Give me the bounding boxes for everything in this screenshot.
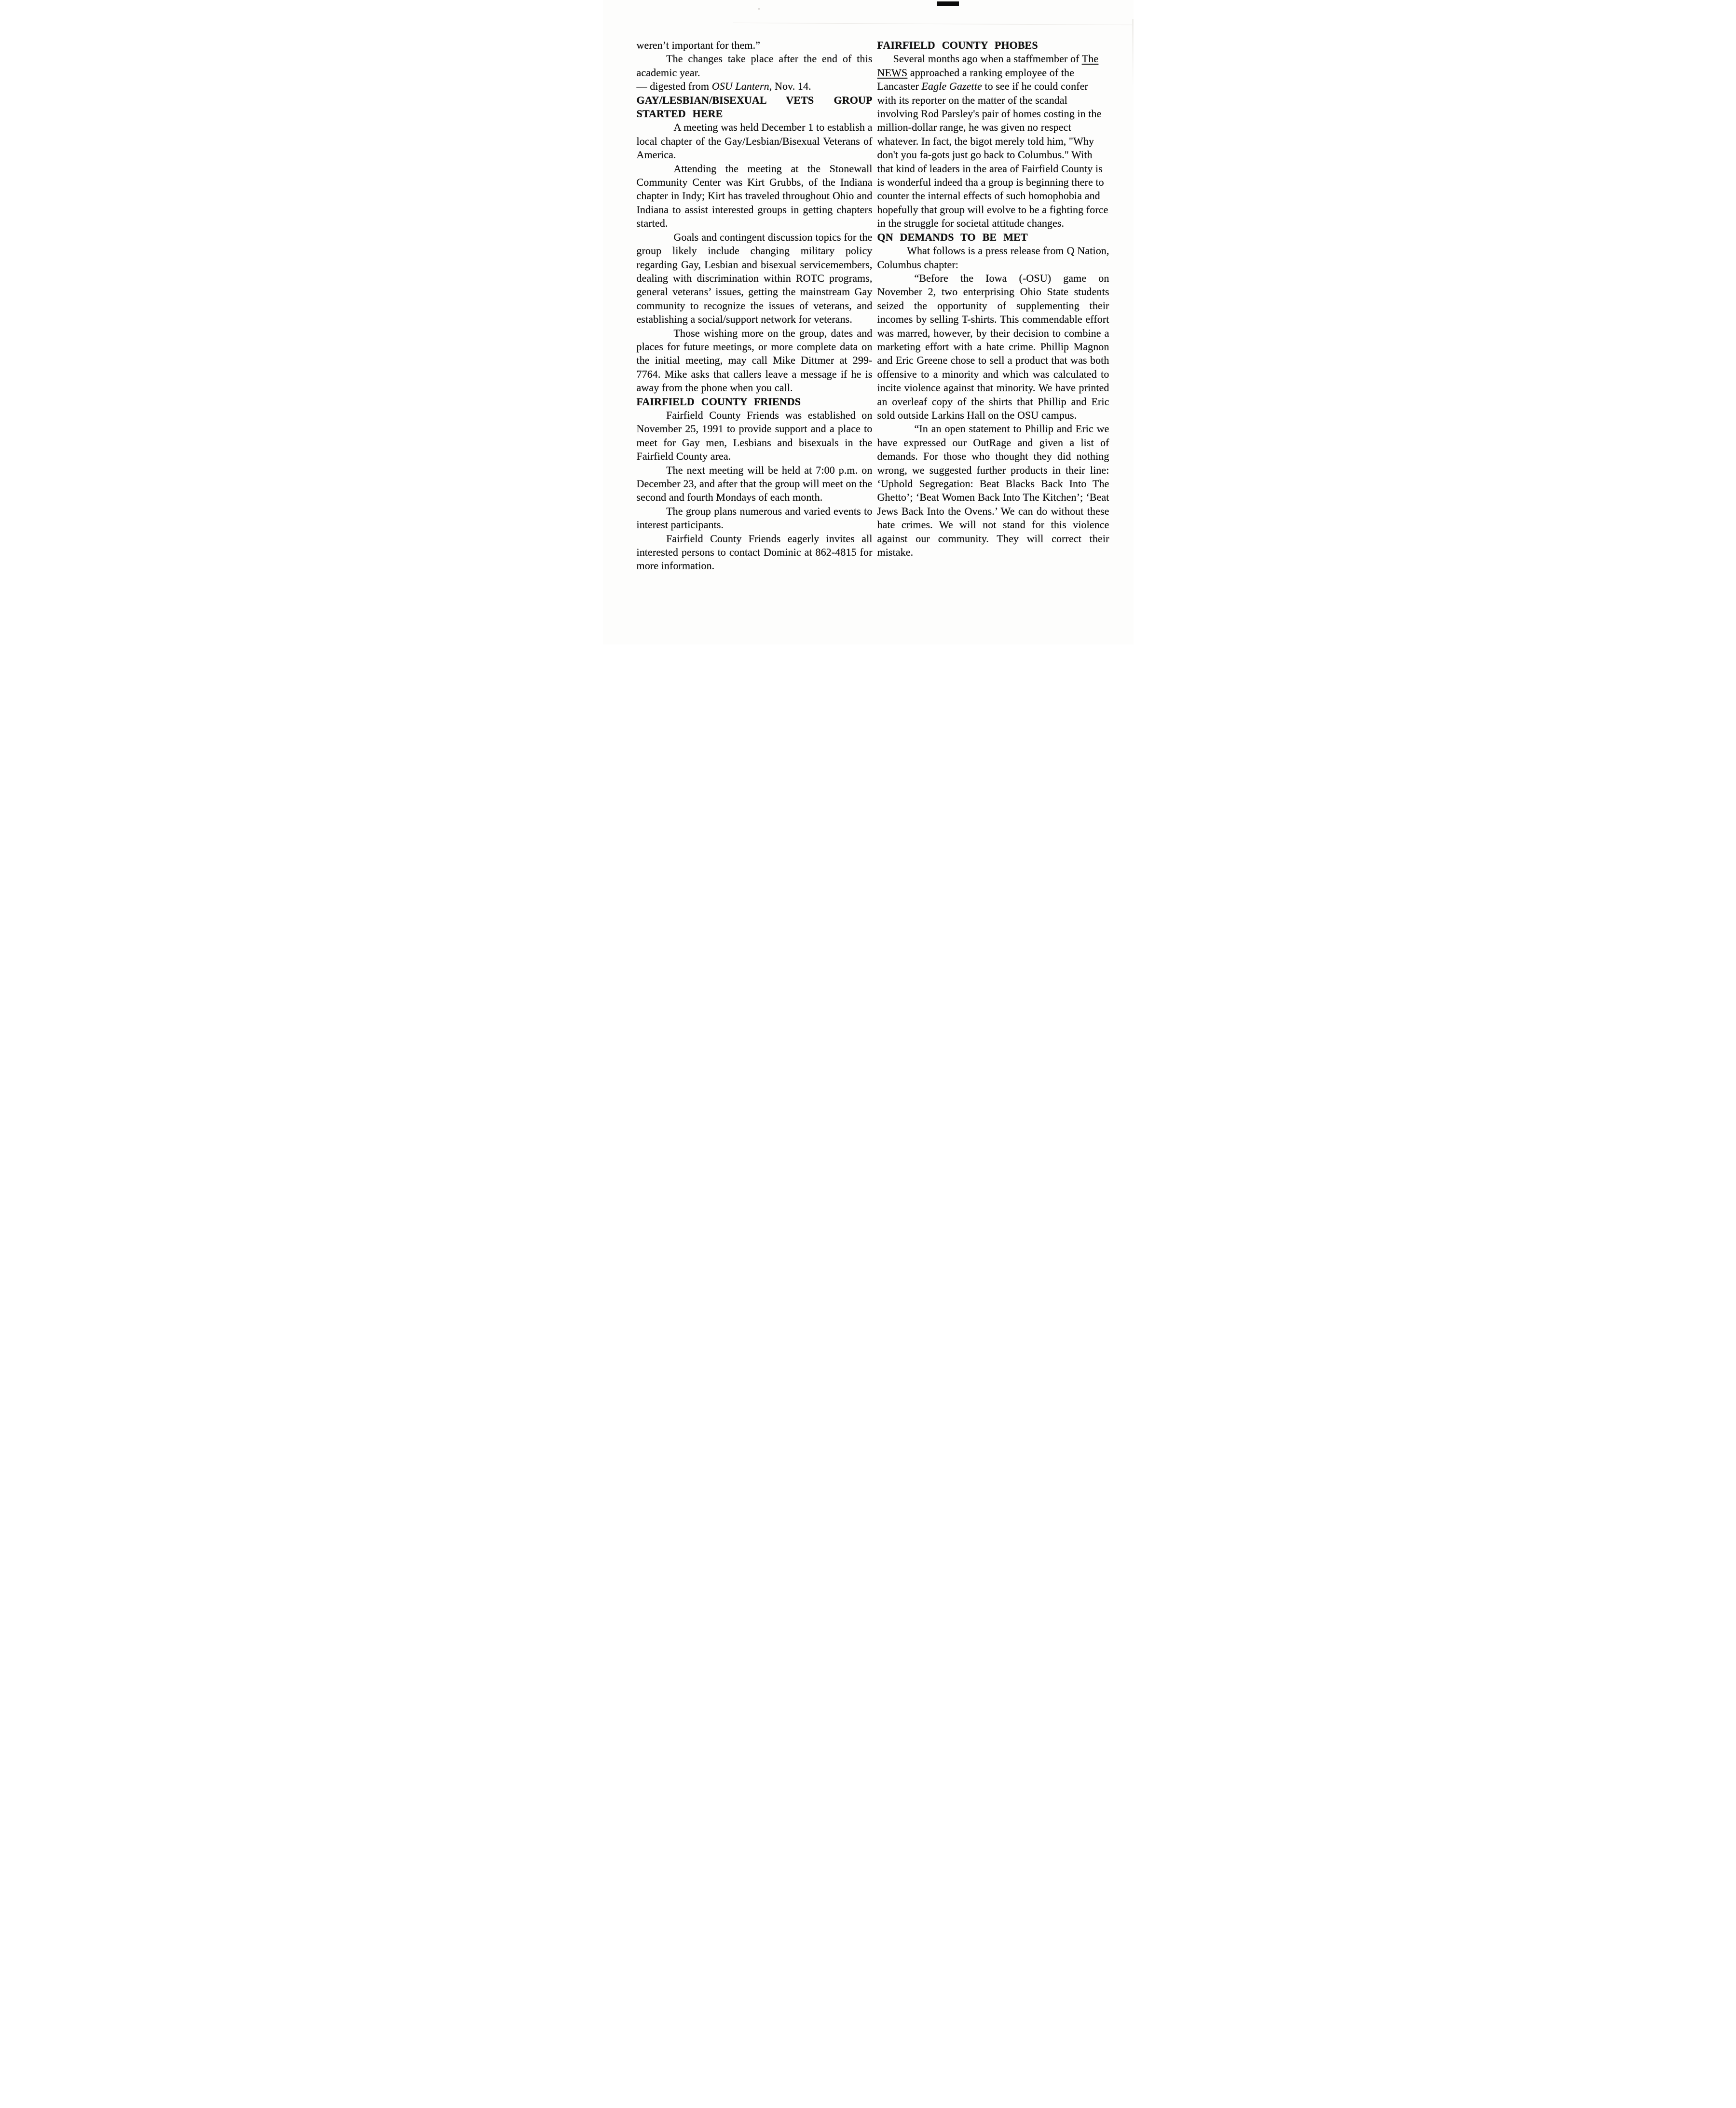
paragraph	[877, 422, 1109, 559]
paragraph	[877, 244, 1109, 272]
right-column	[877, 39, 1109, 573]
text-run: to see if he could confer with its reporter on the matter of the scandal involving Rod Parsley's pair of homes costing in the million-dollar range, he was given no respect whatever. In fact, the bigot merely told him, "Why don't you fa-gots just go back to Columbus." With that kind of leaders in the area of Fairfield County is is wonderful indeed tha a group is beginning there to counter the internal effects of such homophobia and hopefully that group will evolve to be a fighting force in the struggle for societal attitude changes.	[877, 80, 1108, 230]
text-run: “In an open statement to Phillip and Eric we have expressed our OutRage and given a list of demands. For those who thought they did nothing wrong, we suggested further products in their line: ‘Uphold Segregation: Beat Blacks Back Into The Ghetto’; ‘Beat Women Back Into The Kitchen’; ‘Beat Jews Back Into the Ovens.’ We can do without these hate crimes. We will not stand for this violence against our community. They will correct their mistake.	[877, 423, 1109, 559]
text-run: , Nov. 14.	[769, 80, 811, 93]
paragraph	[637, 80, 873, 93]
paragraph	[637, 121, 873, 162]
text-run: — digested from	[636, 80, 712, 93]
section-heading	[877, 39, 1109, 52]
scan-black-mark-artifact	[937, 1, 959, 6]
scan-speck-artifact	[758, 8, 760, 10]
scan-edge-line	[733, 23, 1134, 25]
text-run: approached a ranking employee of the Lancaster	[877, 66, 1075, 93]
section-heading	[637, 395, 873, 409]
section-heading	[637, 94, 873, 121]
scanned-newsletter-page	[603, 0, 1134, 644]
underlined-text: The NEWS	[877, 53, 1099, 79]
text-run: Goals and contingent discussion topics for the group likely include changing military policy regarding Gay, Lesbian and bisexual servicemembers, dealing with discrimination within ROTC programs, general veterans’ issues, getting the mainstream Gay community to recognize the issues of veterans, and establishing a social/support network for veterans.	[636, 231, 873, 326]
text-run: What follows is a press release from Q Nation, Columbus chapter:	[877, 245, 1109, 271]
paragraph	[637, 505, 873, 532]
text-run: QN DEMANDS TO BE MET	[877, 231, 1028, 243]
paragraph	[637, 532, 873, 573]
paragraph	[637, 231, 873, 327]
paragraph	[877, 272, 1109, 422]
text-run: Fairfield County Friends eagerly invites all interested persons to contact Dominic at 862-4815 for more information.	[636, 532, 873, 572]
paragraph	[637, 464, 873, 505]
text-run: Attending the meeting at the Stonewall Community Center was Kirt Grubbs, of the Indiana chapter in Indy; Kirt has traveled throughout Ohio and Indiana to assist interested groups in getting chapters started.	[636, 162, 873, 230]
text-run: The changes take place after the end of this academic year.	[636, 53, 873, 79]
text-run: A meeting was held December 1 to establish a local chapter of the Gay/Lesbian/Bisexual Veterans of America.	[636, 121, 873, 161]
text-run: Fairfield County Friends was established on November 25, 1991 to provide support and a place to meet for Gay men, Lesbians and bisexuals in the Fairfield County area.	[636, 409, 873, 463]
italic-text: OSU Lantern	[711, 80, 769, 93]
text-run: GAY/LESBIAN/BISEXUAL VETS GROUP STARTED HERE	[636, 94, 873, 120]
paragraph	[637, 162, 873, 231]
text-run: Those wishing more on the group, dates and places for future meetings, or more complete data on the initial meeting, may call Mike Dittmer at 299-7764. Mike asks that callers leave a message if he is away from the phone when you call.	[636, 327, 873, 394]
section-heading	[877, 231, 1109, 244]
italic-text: Eagle Gazette	[921, 80, 982, 93]
text-run: Several months ago when a staffmember of	[893, 53, 1082, 65]
paragraph	[637, 39, 873, 52]
left-column	[637, 39, 873, 573]
text-run: FAIRFIELD COUNTY FRIENDS	[636, 395, 801, 408]
paragraph	[637, 327, 873, 395]
text-run: The next meeting will be held at 7:00 p.m. on December 23, and after that the group will meet on the second and fourth Mondays of each month.	[636, 464, 873, 504]
paragraph	[877, 52, 1109, 230]
text-run: The group plans numerous and varied events to interest participants.	[636, 505, 873, 531]
paragraph	[637, 52, 873, 80]
scan-right-edge-shadow	[1132, 19, 1134, 87]
text-run: FAIRFIELD COUNTY PHOBES	[877, 39, 1038, 51]
paragraph	[637, 409, 873, 464]
text-run: weren’t important for them.”	[636, 39, 761, 51]
two-column-text-layout	[637, 39, 1109, 573]
text-run: “Before the Iowa (-OSU) game on November 2, two enterprising Ohio State students seized the opportunity of supplementing their incomes by selling T-shirts. This commendable effort was marred, however, by their decision to combine a marketing effort with a hate crime. Phillip Magnon and Eric Greene chose to sell a product that was both offensive to a minority and which was calculated to incite violence against that minority. We have printed an overleaf copy of the shirts that Phillip and Eric sold outside Larkins Hall on the OSU campus.	[877, 272, 1109, 421]
